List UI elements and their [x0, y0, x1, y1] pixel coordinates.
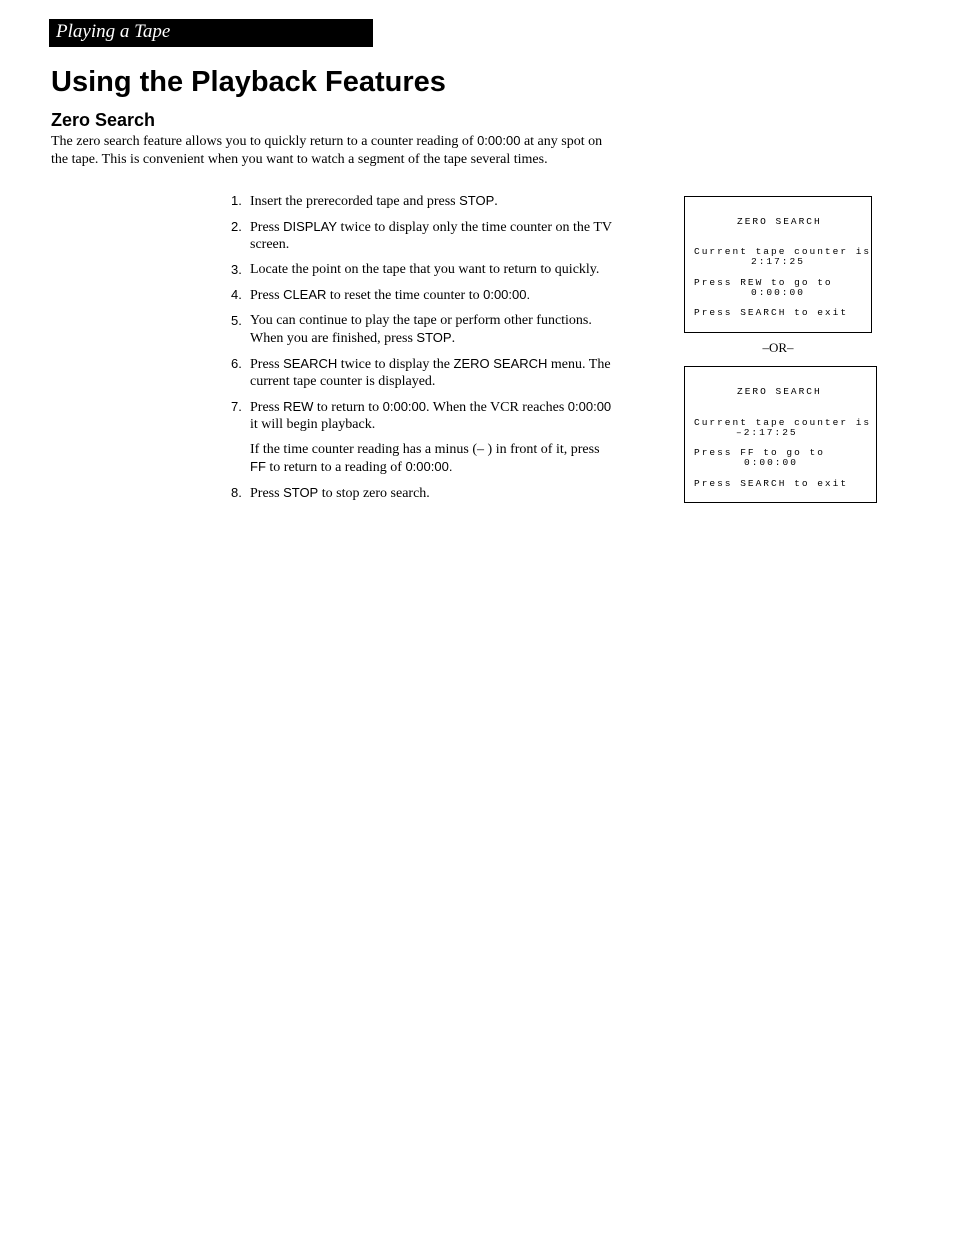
step-text-part: menu. The current tape counter is displayed. — [250, 357, 611, 389]
step-number: 7. — [231, 399, 242, 414]
step-text — [250, 312, 616, 347]
step-text-part: it will begin playback. — [250, 417, 376, 432]
step-text-part: Press — [250, 400, 284, 415]
step-text-part: . — [494, 194, 498, 209]
step-text-part: to return to a reading of — [265, 460, 406, 475]
screen-counter-label: Current tape counter is — [694, 246, 872, 257]
counter-value: 0:00:00 — [567, 399, 612, 414]
intro-text: at any spot on the tape. This is convenient when you want to watch a segment of the tape several times. — [51, 134, 603, 167]
screen-exit-line: Press SEARCH to exit — [694, 478, 849, 489]
step-note — [250, 441, 616, 476]
zero-search-screen-rew — [684, 196, 872, 333]
screen-title: ZERO SEARCH — [737, 216, 822, 227]
step-text-part: If the time counter reading has a minus (– ) in front of it, press — [250, 442, 600, 457]
screen-counter-value: 2:17:25 — [751, 256, 805, 267]
step-text-part: . When the VCR reaches — [426, 400, 568, 415]
step-text-part: Press — [250, 220, 284, 235]
step-text — [250, 192, 616, 210]
button-name: REW — [283, 399, 314, 414]
button-name: STOP — [459, 193, 495, 208]
step-item — [231, 286, 616, 304]
screen-exit-line: Press SEARCH to exit — [694, 307, 849, 318]
step-item — [231, 355, 616, 390]
zero-search-intro — [51, 132, 611, 168]
step-item — [231, 192, 616, 210]
zero-search-heading: Zero Search — [51, 110, 156, 130]
section-header-label: Playing a Tape — [56, 21, 171, 42]
step-text — [250, 398, 616, 433]
step-text-part: Insert the prerecorded tape and press — [250, 194, 460, 209]
step-text-part: Locate the point on the tape that you want to return to quickly. — [250, 262, 600, 277]
screen-action-line: Press REW to go to — [694, 277, 833, 288]
button-name: SEARCH — [283, 356, 338, 371]
zero-search-screen-ff — [684, 366, 877, 503]
menu-name: ZERO SEARCH — [453, 356, 548, 371]
step-text — [250, 261, 616, 278]
button-name: CLEAR — [283, 287, 327, 302]
step-text — [250, 484, 616, 502]
screen-action-line: Press FF to go to — [694, 447, 825, 458]
button-name: STOP — [416, 330, 452, 345]
step-number: 8. — [231, 485, 242, 500]
step-item — [231, 484, 616, 502]
intro-counter-value: 0:00:00 — [477, 133, 521, 148]
screen-counter-value: –2:17:25 — [736, 427, 798, 438]
screen-action-value: 0:00:00 — [744, 457, 798, 468]
step-number: 3. — [231, 262, 242, 277]
step-item — [231, 261, 616, 278]
or-separator: –OR– — [762, 340, 794, 355]
step-text-part: You can continue to play the tape or perform other functions. When you are finished, press — [250, 313, 592, 346]
step-number: 4. — [231, 287, 242, 302]
step-item — [231, 398, 616, 476]
screen-title: ZERO SEARCH — [737, 386, 822, 397]
screen-action-value: 0:00:00 — [751, 287, 805, 298]
step-number: 6. — [231, 356, 242, 371]
counter-value: 0:00:00. — [483, 287, 531, 302]
step-text — [250, 218, 616, 253]
step-text-part: twice to display only the time counter on the TV screen. — [250, 220, 612, 252]
counter-value: 0:00:00. — [405, 459, 453, 474]
step-number: 2. — [231, 219, 242, 234]
step-item — [231, 312, 616, 347]
counter-value: 0:00:00 — [382, 399, 426, 414]
button-name: STOP — [283, 485, 319, 500]
step-item — [231, 218, 616, 253]
button-name: DISPLAY — [283, 219, 338, 234]
step-text-part: Press — [250, 357, 284, 372]
step-text-part: . — [451, 331, 456, 346]
intro-text: The zero search feature allows you to quickly return to a counter reading of — [51, 134, 478, 149]
step-text-part: to return to — [313, 400, 383, 415]
step-number: 1. — [231, 193, 242, 208]
step-text-part: Press — [250, 486, 284, 501]
steps-list — [231, 192, 616, 510]
screen-counter-label: Current tape counter is — [694, 417, 872, 428]
step-text-part: to reset the time counter to — [326, 288, 484, 303]
step-number: 5. — [231, 313, 242, 328]
step-text-part: Press — [250, 288, 284, 303]
step-text — [250, 355, 616, 390]
page-title: Using the Playback Features — [51, 66, 446, 98]
step-text — [250, 286, 616, 304]
step-text-part: to stop zero search. — [318, 486, 430, 501]
step-text-part: twice to display the — [337, 357, 454, 372]
button-name: FF — [250, 459, 266, 474]
section-header-bar — [49, 19, 373, 47]
